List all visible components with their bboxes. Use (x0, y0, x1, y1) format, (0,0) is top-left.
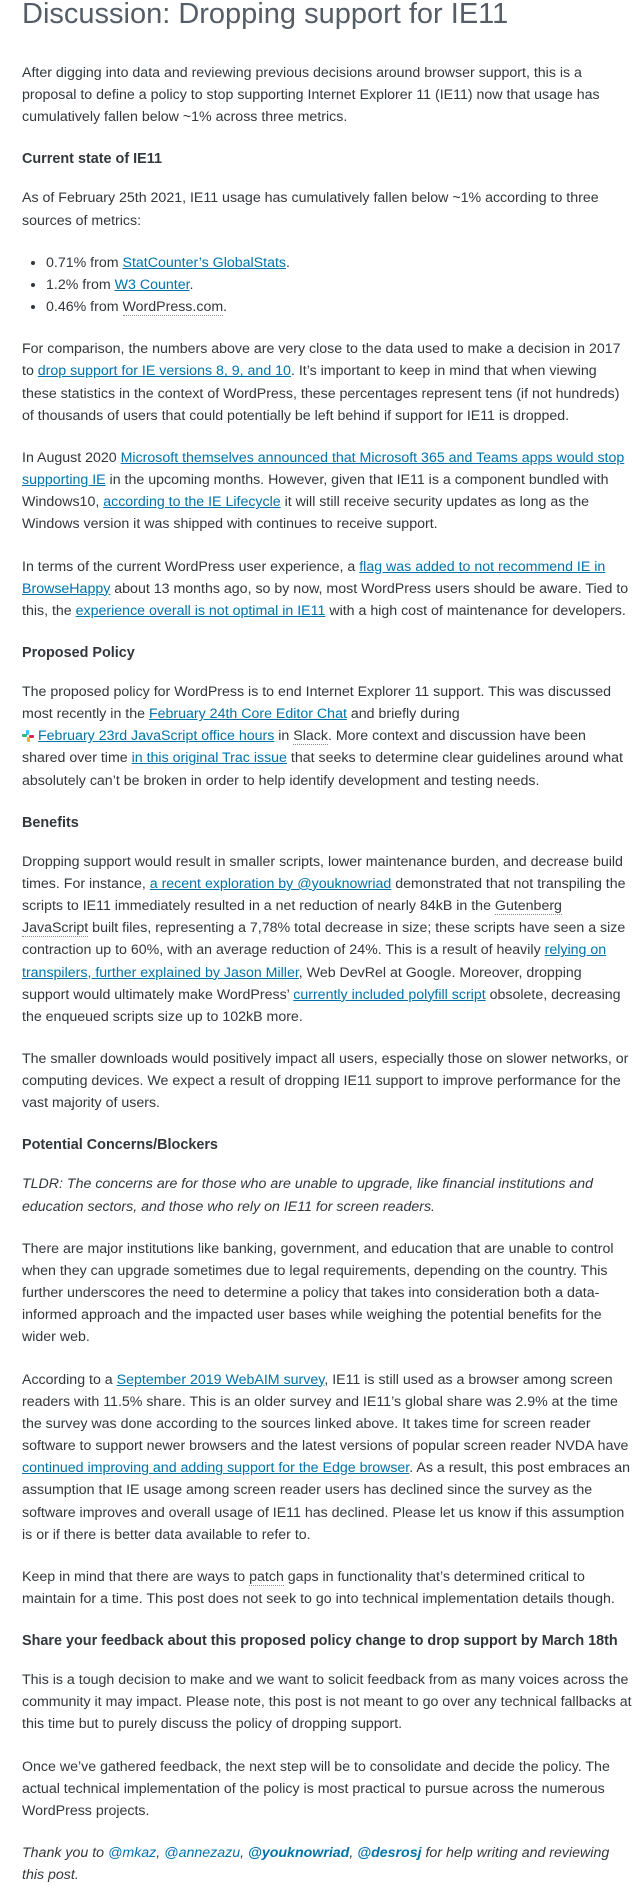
mention-mkaz[interactable]: @mkaz (107, 1845, 157, 1862)
trac-issue-link[interactable]: in this original Trac issue (131, 750, 287, 767)
institutions-paragraph: There are major institutions like banking, government, and education that are unable to control when they can upgrade sometimes due to legal requirements, depending on the country. This further underscores the need to determine a policy that takes into consideration both a data-informed approach and the impacted user bases while weighing the potential benefits for the wider web. (22, 1240, 614, 1346)
webaim-survey-link[interactable]: September 2019 WebAIM survey (116, 1371, 325, 1388)
wordpress-com-link[interactable]: WordPress.com (122, 299, 224, 316)
core-editor-chat-link[interactable]: February 24th Core Editor Chat (148, 706, 347, 723)
list-item: • 1.2% from W3 Counter. (46, 274, 632, 296)
statcounter-link[interactable]: StatCounter’s GlobalStats (122, 254, 287, 271)
comparison-paragraph: For comparison, the numbers above are very close to the data used to make a decision in 2017 to drop support for IE versions 8, 9, and 10. It’s important to keep in mind that when viewing these statistics in the context of WordPress, these percentages represent tens (if not hundreds) of thousands of users that could potentially be left behind if support for IE11 is dropped. (22, 341, 621, 424)
thanks-paragraph: Thank you to @mkaz, @annezazu, @youknowriad, @desrosj for help writing and reviewing this post. (22, 1845, 610, 1884)
current-state-paragraph: As of February 25th 2021, IE11 usage has cumulatively fallen below ~1% according to three sources of metrics: (22, 190, 599, 229)
tldr-paragraph: TLDR: The concerns are for those who are unable to upgrade, like financial institutions and education sectors, and those who rely on IE11 for screen readers. (22, 1176, 593, 1215)
mention-desrosj[interactable]: @desrosj (357, 1845, 422, 1862)
javascript-office-hours-link[interactable]: February 23rd JavaScript office hours (38, 728, 275, 745)
gutenberg-glossary-term[interactable]: Gutenberg (494, 898, 562, 915)
list-item: • 0.71% from StatCounter’s GlobalStats. (46, 252, 632, 274)
current-state-heading: Current state of IE11 (22, 151, 162, 168)
javascript-glossary-term[interactable]: JavaScript (22, 920, 89, 937)
feedback-heading: Share your feedback about this proposed policy change to drop support by March 18th (22, 1633, 618, 1650)
benefits-paragraph: Dropping support would result in smaller scripts, lower maintenance burden, and decrease build times. For instance, a recent exploration by @youknowriad demonstrated that not transpiling the scripts to IE11 immediately resulted in a net reduction of nearly 84kB in the Gutenberg JavaScript built files, representing a 7,78% total decrease in size; these scripts have seen a size contraction up to 60%, with an average reduction of 24%. This is a result of heavily relying on transpilers, further explained by Jason Miller, Web DevRel at Google. Moreover, dropping support would ultimately make WordPress’ currently included polyfill script obsolete, decreasing the enqueued scripts size up to 102kB more. (22, 853, 626, 1025)
intro-paragraph: After digging into data and reviewing previous decisions around browser support, this is a proposal to define a policy to stop supporting Internet Explorer 11 (IE11) now that usage has cumulatively fallen below ~1% across three metrics. (22, 65, 600, 126)
concerns-heading: Potential Concerns/Blockers (22, 1137, 218, 1154)
metrics-list (22, 252, 632, 318)
patch-glossary-term[interactable]: patch (249, 1568, 284, 1585)
experience-not-optimal-link[interactable]: experience overall is not optimal in IE11 (75, 602, 326, 619)
webaim-paragraph: According to a September 2019 WebAIM survey, IE11 is still used as a browser among screen readers with 11.5% share. This is an older survey and IE11’s global share was 2.9% at the time the survey was done according to the sources linked above. It takes time for screen reader software to support newer browsers and the latest versions of popular screen reader NVDA have continued improving and adding support for the Edge browser. As a result, this post embraces an assumption that IE usage among screen reader users has declined since the survey as the software improves and overall usage of IE11 has declined. Please let us know if this assumption is or if there is better data available to refer to. (22, 1371, 631, 1543)
proposed-policy-paragraph: The proposed policy for WordPress is to end Internet Explorer 11 support. This was discussed most recently in the February 24th Core Editor Chat and briefly during February 23rd JavaScript office hours in Slack. More context and discussion have been shared over time in this original Trac issue that seeks to determine clear guidelines around what absolutely can’t be broken in order to help identify development and testing needs. (22, 683, 623, 789)
browsehappy-flag-link[interactable]: flag was added to not recommend IE in BrowseHappy (22, 558, 606, 597)
edge-support-link[interactable]: continued improving and adding support for the Edge browser (22, 1460, 410, 1477)
user-experience-paragraph: In terms of the current WordPress user experience, a flag was added to not recommend IE in BrowseHappy about 13 months ago, so by now, most WordPress users should be aware. Tied to this, the experience overall is not optimal in IE11 with a high cost of maintenance for developers. (22, 558, 629, 619)
slack-icon (22, 730, 34, 742)
patch-paragraph: Keep in mind that there are ways to patch gaps in functionality that’s determined critical to maintain for a time. This post does not seek to go into technical implementation details though. (22, 1568, 615, 1607)
page-title: Discussion: Dropping support for IE11 (22, 0, 509, 30)
mention-annezazu[interactable]: @annezazu (164, 1845, 241, 1862)
transpilers-link[interactable]: relying on transpilers, further explained by Jason Miller (22, 942, 607, 981)
next-step-paragraph: Once we’ve gathered feedback, the next step will be to consolidate and decide the policy. The actual technical implementation of the policy is most practical to pursue across the numerous WordPress projects. (22, 1758, 610, 1819)
youknowriad-exploration-link[interactable]: a recent exploration by @youknowriad (149, 875, 392, 892)
feedback-paragraph: This is a tough decision to make and we want to solicit feedback from as many voices across the community it may impact. Please note, this post is not meant to go over any technical fallbacks at this time but to purely discuss the policy of dropping support. (22, 1672, 632, 1733)
polyfill-script-link[interactable]: currently included polyfill script (293, 986, 486, 1003)
microsoft-paragraph: In August 2020 Microsoft themselves announced that Microsoft 365 and Teams apps would stop supporting IE in the upcoming months. However, given that IE11 is a component bundled with Windows10, according to the IE Lifecycle it will still receive security updates as long as the Windows version it was shipped with continues to receive support. (22, 449, 625, 533)
microsoft-announcement-link[interactable]: Microsoft themselves announced that Microsoft 365 and Teams apps would stop supporting IE (22, 449, 625, 489)
proposed-policy-heading: Proposed Policy (22, 644, 135, 661)
list-item: • 0.46% from WordPress.com. (46, 296, 632, 318)
slack-glossary-term[interactable]: Slack (293, 728, 328, 745)
drop-support-ie-link[interactable]: drop support for IE versions 8, 9, and 10 (37, 363, 291, 380)
w3-counter-link[interactable]: W3 Counter (114, 276, 190, 293)
mention-youknowriad[interactable]: @youknowriad (248, 1845, 350, 1862)
benefits-heading: Benefits (22, 814, 79, 831)
ie-lifecycle-link[interactable]: according to the IE Lifecycle (103, 494, 281, 511)
smaller-downloads-paragraph: The smaller downloads would positively impact all users, especially those on slower networks, or computing devices. We expect a result of dropping IE11 support to improve performance for the vast majority of users. (22, 1051, 629, 1112)
